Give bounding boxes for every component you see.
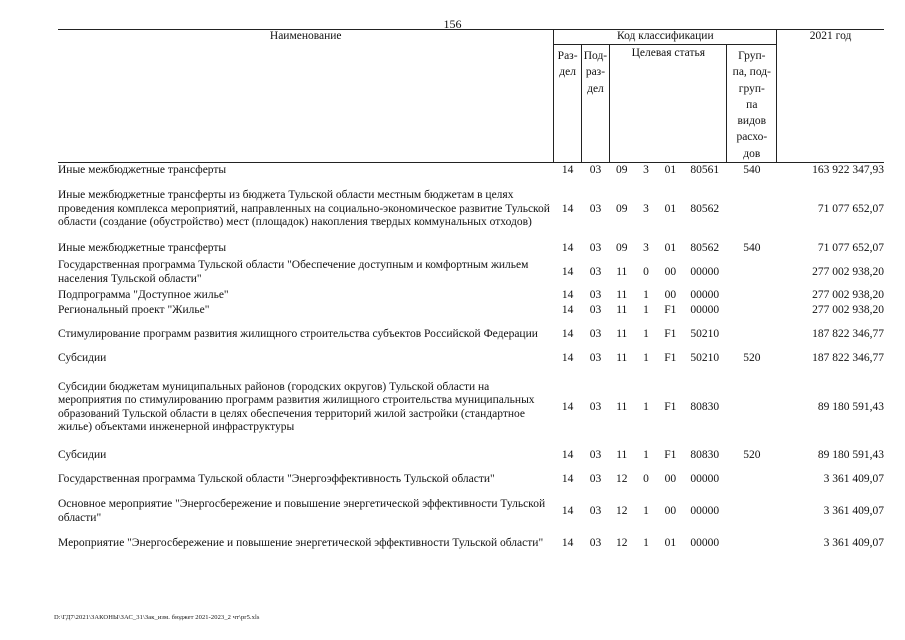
row-amount: 89 180 591,43: [817, 449, 884, 462]
page-number: 156: [443, 17, 462, 31]
row-name: Региональный проект "Жилье": [58, 304, 210, 317]
table-row: [58, 257, 884, 289]
row-target-program: 11: [616, 289, 628, 302]
row-target-program: 12: [616, 472, 628, 485]
table-row: [58, 319, 884, 351]
row-razdel: 14: [561, 327, 574, 340]
row-razdel: 14: [561, 202, 574, 215]
header-podrazdel-line: Под-: [583, 50, 608, 62]
header-row-top: [58, 30, 884, 45]
row-razdel: 14: [561, 163, 574, 176]
row-target-subprogram: 1: [643, 400, 649, 413]
row-target-event: F1: [664, 400, 677, 413]
table-row: [58, 496, 884, 528]
row-name: Субсидии: [58, 449, 107, 462]
row-target-subprogram: 3: [643, 202, 649, 215]
header-vid-line: груп-: [738, 82, 765, 95]
header-name: Наименование: [58, 30, 554, 45]
header-year-cont: [777, 45, 884, 163]
row-target-subprogram: 1: [643, 289, 649, 302]
header-podrazdel-line: дел: [587, 82, 604, 95]
row-target-event: F1: [664, 327, 677, 340]
row-vid: 540: [743, 242, 761, 255]
header-vid: [727, 45, 777, 163]
row-name: Государственная программа Тульской области "Энергоэффективность Тульской области": [58, 472, 495, 485]
row-name: Иные межбюджетные трансферты: [58, 163, 227, 176]
row-target-subprogram: 1: [643, 304, 649, 317]
row-target-program: 09: [616, 242, 628, 255]
table-row: [58, 367, 884, 449]
header-razdel-line: Раз-: [557, 50, 578, 62]
row-amount: 163 922 347,93: [812, 163, 884, 176]
table-row: [58, 351, 884, 367]
table-row: [58, 528, 884, 560]
row-target-event: F1: [664, 351, 677, 364]
row-target-event: 01: [664, 242, 677, 255]
row-amount: 277 002 938,20: [812, 289, 884, 302]
row-amount: 187 822 346,77: [812, 327, 884, 340]
row-vid: [727, 528, 777, 560]
row-podrazdel: 03: [589, 351, 602, 364]
row-vid: [727, 257, 777, 289]
row-vid: 520: [743, 449, 761, 462]
row-target-subprogram: 1: [643, 327, 649, 340]
header-vid-line: видов: [737, 115, 767, 128]
row-target-direction: 00000: [690, 289, 720, 302]
row-podrazdel: 03: [589, 289, 602, 302]
budget-table: [58, 29, 884, 560]
row-target-subprogram: 1: [643, 504, 649, 517]
table-row: [58, 289, 884, 304]
header-name-cont: [58, 45, 554, 163]
row-target-program: 11: [616, 304, 628, 317]
row-podrazdel: 03: [589, 472, 602, 485]
header-razdel-line: дел: [559, 66, 576, 79]
row-vid: [727, 496, 777, 528]
row-name: Основное мероприятие "Энергосбережение и повышение энергетической эффективности Тульской области": [58, 498, 546, 524]
row-amount: 3 361 409,07: [823, 504, 884, 517]
header-podrazdel: [581, 45, 609, 163]
row-target-direction: 00000: [690, 504, 720, 517]
row-target-event: 01: [664, 536, 677, 549]
row-target-program: 12: [616, 504, 628, 517]
header-row-sub: [58, 45, 884, 163]
row-amount: 187 822 346,77: [812, 351, 884, 364]
header-classification: Код классификации: [554, 30, 777, 45]
row-razdel: 14: [561, 472, 574, 485]
row-razdel: 14: [561, 265, 574, 278]
row-podrazdel: 03: [589, 536, 602, 549]
row-target-direction: 00000: [690, 536, 720, 549]
row-name: Мероприятие "Энергосбережение и повышение энергетической эффективности Тульской области": [58, 536, 544, 549]
row-podrazdel: 03: [589, 327, 602, 340]
row-target-subprogram: 1: [643, 536, 649, 549]
row-target-event: 01: [664, 202, 677, 215]
row-name: Стимулирование программ развития жилищного строительства субъектов Российской Федерации: [58, 327, 538, 340]
row-target-program: 11: [616, 400, 628, 413]
row-target-subprogram: 0: [643, 472, 649, 485]
row-vid: [727, 304, 777, 319]
row-name: Государственная программа Тульской области "Обеспечение доступным и комфортным жильем населения Тульской области": [58, 259, 529, 285]
row-target-direction: 00000: [690, 472, 720, 485]
row-target-program: 11: [616, 265, 628, 278]
row-razdel: 14: [561, 504, 574, 517]
row-vid: [727, 464, 777, 496]
header-vid-line: дов: [743, 147, 761, 160]
footer-file-path: D:\ГД7\2021\ЗАКОНЫ\ЗАС_31\Зак_изм. бюджет 2021-2023_2 чт\pr5.xls: [54, 614, 260, 621]
row-target-event: 00: [664, 265, 677, 278]
row-target-event: 00: [664, 289, 677, 302]
row-name: Субсидии: [58, 351, 107, 364]
row-target-subprogram: 3: [643, 163, 649, 176]
row-target-event: F1: [664, 304, 677, 317]
row-name: Субсидии бюджетам муниципальных районов (городских округов) Тульской области на мероприятия по стимулированию программ развития жилищного строительства муниципальных образований Тульской области в целях обеспечения территорий жилой застройки (стандартное жилье) объектами инженерной инфраструктуры: [58, 380, 535, 433]
row-target-program: 11: [616, 327, 628, 340]
row-target-event: 00: [664, 472, 677, 485]
table-row: [58, 242, 884, 257]
row-podrazdel: 03: [589, 449, 602, 462]
row-razdel: 14: [561, 449, 574, 462]
row-podrazdel: 03: [589, 163, 602, 176]
row-amount: 277 002 938,20: [812, 265, 884, 278]
row-vid: [727, 367, 777, 449]
row-amount: 71 077 652,07: [817, 242, 884, 255]
row-podrazdel: 03: [589, 242, 602, 255]
row-podrazdel: 03: [589, 265, 602, 278]
row-razdel: 14: [561, 304, 574, 317]
row-razdel: 14: [561, 242, 574, 255]
row-target-subprogram: 0: [643, 265, 649, 278]
header-podrazdel-line: раз-: [585, 66, 606, 79]
header-vid-line: па, под-: [732, 66, 771, 79]
row-target-direction: 50210: [690, 327, 720, 340]
row-amount: 277 002 938,20: [812, 304, 884, 317]
row-podrazdel: 03: [589, 400, 602, 413]
row-amount: 3 361 409,07: [823, 472, 884, 485]
row-target-event: 00: [664, 504, 677, 517]
row-vid: [727, 319, 777, 351]
row-target-direction: 80561: [690, 163, 720, 176]
row-vid: [727, 178, 777, 242]
row-target-subprogram: 3: [643, 242, 649, 255]
row-vid: [727, 289, 777, 304]
row-target-subprogram: 1: [643, 449, 649, 462]
row-podrazdel: 03: [589, 504, 602, 517]
header-year: 2021 год: [777, 30, 884, 45]
row-vid: 520: [743, 351, 761, 364]
row-target-direction: 00000: [690, 265, 720, 278]
row-target-program: 11: [616, 351, 628, 364]
row-razdel: 14: [561, 536, 574, 549]
row-amount: 89 180 591,43: [817, 400, 884, 413]
row-razdel: 14: [561, 289, 574, 302]
header-vid-line: расхо-: [736, 131, 768, 144]
header-target: Целевая статья: [610, 45, 727, 163]
row-target-event: 01: [664, 163, 677, 176]
row-target-program: 11: [616, 449, 628, 462]
table-row: [58, 464, 884, 496]
row-name: Иные межбюджетные трансферты из бюджета Тульской области местным бюджетам в целях проведения комплекса мероприятий, направленных на социально-экономическое развитие Тульской области (создание (обустройство) мест (площадок) накопления твердых коммунальных отходов): [58, 189, 550, 229]
table-row: [58, 449, 884, 464]
row-target-subprogram: 1: [643, 351, 649, 364]
header-vid-line: па: [746, 98, 758, 111]
row-name: Иные межбюджетные трансферты: [58, 242, 227, 255]
table-row: [58, 304, 884, 319]
row-target-program: 12: [616, 536, 628, 549]
header-vid-line: Груп-: [738, 50, 766, 62]
row-target-direction: 00000: [690, 304, 720, 317]
row-target-direction: 80830: [690, 449, 720, 462]
row-razdel: 14: [561, 400, 574, 413]
table-row: [58, 163, 884, 178]
row-podrazdel: 03: [589, 202, 602, 215]
header-razdel: [554, 45, 581, 163]
row-target-event: F1: [664, 449, 677, 462]
row-podrazdel: 03: [589, 304, 602, 317]
table-row: [58, 178, 884, 242]
row-target-direction: 80562: [690, 242, 720, 255]
row-target-program: 09: [616, 202, 628, 215]
row-target-direction: 80562: [690, 202, 720, 215]
row-vid: 540: [743, 163, 761, 176]
row-razdel: 14: [561, 351, 574, 364]
row-amount: 71 077 652,07: [817, 202, 884, 215]
row-amount: 3 361 409,07: [823, 536, 884, 549]
row-name: Подпрограмма "Доступное жилье": [58, 289, 229, 302]
table-body: [58, 163, 884, 560]
row-target-direction: 50210: [690, 351, 720, 364]
row-target-program: 09: [616, 163, 628, 176]
row-target-direction: 80830: [690, 400, 720, 413]
